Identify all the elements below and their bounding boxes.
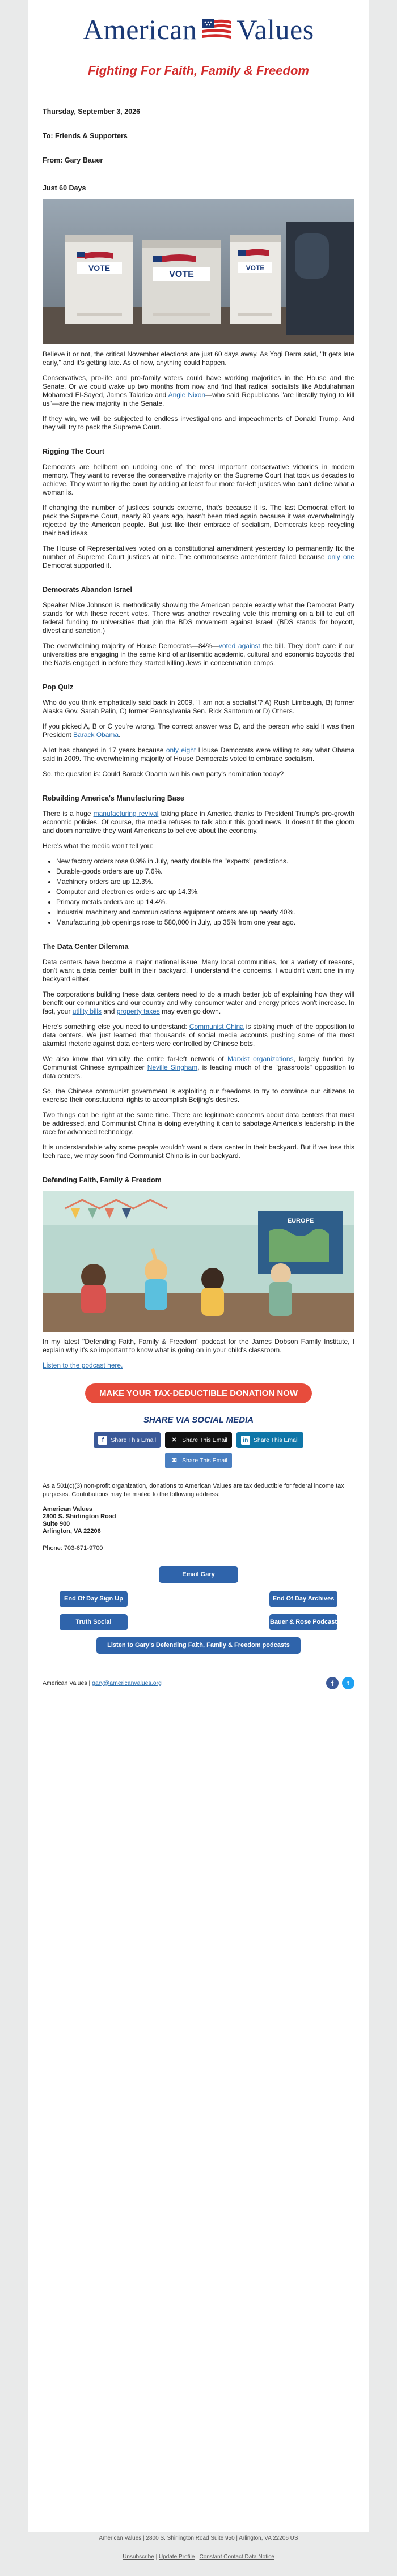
paragraph: So, the question is: Could Barack Obama win his own party's nomination today? [43, 770, 284, 778]
link-only-one[interactable]: only one [327, 553, 355, 561]
envelope-icon: ✉ [171, 1457, 177, 1464]
share-row [43, 1432, 354, 1448]
flag-icon [202, 19, 231, 40]
paragraph: So, the Chinese communist government is exploiting our freedoms to try to convince our citizens to exercise their constitutional rights to accomplish Beijing's desires. [43, 1087, 354, 1104]
booth-label: VOTE [169, 270, 194, 279]
paragraph: It is understandable why some people wouldn't want a data center in their backyard. But if we lose this tech race, we may soon find Communist China is in our backyard. [43, 1143, 354, 1160]
booth-label: VOTE [246, 264, 265, 272]
memo-to: To: Friends & Supporters [43, 132, 128, 140]
list-item: • New factory orders rose 0.9% in July, nearly double the "experts" predictions. [56, 857, 354, 866]
twitter-icon[interactable]: t [342, 1677, 354, 1689]
org-phone: Phone: 703-671-9700 [43, 1545, 103, 1552]
paragraph: The corporations building these data centers need to do a much better job of explaining how they will benefit our communities and our country and why consumer water and energy prices won't increase. In fact, your utility bills and property taxes may even go down. [43, 990, 354, 1015]
email-footer [0, 2535, 397, 2560]
paragraph: Who do you think emphatically said back in 2009, "I am not a socialist"? A) Rush Limbaugh, B) former Alaska Gov. Sarah Palin, C) former Pennsylvania Sen. Rick Santorum or D) Others. [43, 699, 354, 715]
logo [28, 0, 369, 59]
paragraph: Two things can be right at the same time. There are legitimate concerns about data centers that must be addressed, and Communist China is doing everything it can to sabotage America's leadership in the race for advanced technology. [43, 1111, 354, 1136]
section-defending-faith [43, 1176, 354, 1370]
share-title: SHARE VIA SOCIAL MEDIA [143, 1415, 254, 1425]
paragraph: Democrats are hellbent on undoing one of the most important conservative victories in modern memory. They want to reverse the conservative majority on the Supreme Court that took us decades to achieve. They want to rig the court by adding at least four more far-left justices who can't define what a woman is. [43, 463, 354, 496]
list-item: • Durable-goods orders are up 7.6%. [56, 867, 354, 876]
share-email-button[interactable] [165, 1453, 232, 1468]
section-manufacturing [43, 794, 354, 943]
signup-button[interactable]: End Of Day Sign Up [60, 1591, 128, 1607]
share-label: Share This Email [182, 1457, 227, 1464]
listen-podcasts-button[interactable]: Listen to Gary's Defending Faith, Family & Freedom podcasts [96, 1637, 301, 1654]
section-title: Just 60 Days [43, 184, 86, 192]
paragraph: Here's what the media won't tell you: [43, 842, 153, 850]
unsubscribe-link[interactable]: Unsubscribe [123, 2554, 154, 2560]
share-row-email [43, 1453, 354, 1468]
logo-word-left: American [83, 14, 197, 45]
paragraph: In my latest "Defending Faith, Family & Freedom" podcast for the James Dobson Family Institute, I explain why it's so important to know what is going on in your child's classroom. [43, 1338, 354, 1354]
org-addr1: 2800 S. Shirlington Road [43, 1513, 116, 1520]
mailing-address [43, 1506, 354, 1535]
tagline: Fighting For Faith, Family & Freedom [88, 63, 309, 78]
section-just-60-days [43, 184, 354, 432]
signoff: American Values | gary@americanvalues.org [43, 1679, 162, 1687]
share-label: Share This Email [253, 1436, 299, 1444]
org-name: American Values [43, 1506, 93, 1513]
section-title: The Data Center Dilemma [43, 943, 129, 951]
data-notice-link[interactable]: Constant Contact Data Notice [199, 2554, 274, 2560]
memo-date: Thursday, September 3, 2026 [43, 108, 141, 116]
x-icon: ✕ [171, 1436, 177, 1444]
section-title: Pop Quiz [43, 683, 74, 691]
share-facebook-button[interactable] [94, 1432, 161, 1448]
link-podcast[interactable]: Listen to the podcast here. [43, 1361, 123, 1369]
paragraph: Believe it or not, the critical November elections are just 60 days away. As Yogi Berra said, "It gets late early," and it's getting late. As of now, anything could happen. [43, 350, 354, 367]
paragraph: Conservatives, pro-life and pro-family voters could have working majorities in the House and the Senate. Or we could wake up two months from now and find that radical socialists like Abdulrahman Mohamed El-Sayed, James Talarico and Angie Nixon—who said Republicans "are literally trying to kill us"—are the new majority in the Senate. [43, 374, 354, 407]
paragraph [43, 1361, 354, 1370]
section-democrats-abandon-israel [43, 586, 354, 667]
content [28, 108, 369, 1695]
list-item: • Computer and electronics orders are up 14.3%. [56, 888, 354, 896]
paragraph: If changing the number of justices sounds extreme, that's because it is. The last Democrat effort to pack the Supreme Court, nearly 90 years ago, hasn't been tried again because it was overwhelmingly rejected by the American people. But just like their embrace of socialism, Democrats keep recycling their bad ideas. [43, 504, 354, 537]
truth-social-button[interactable]: Truth Social [60, 1614, 128, 1630]
section-data-center [43, 943, 354, 1160]
memo-header [43, 108, 354, 165]
share-linkedin-button[interactable] [236, 1432, 303, 1448]
paragraph: We also know that virtually the entire far-left network of Marxist organizations, largely funded by Communist Chinese sympathizer Neville Singham, is leading much of the "grassroots" opposition to data centers. [43, 1055, 354, 1080]
section-rigging-the-court [43, 448, 354, 570]
paragraph: A lot has changed in 17 years because only eight House Democrats were willing to say what Obama said in 2009. The overwhelming majority of House Democrats voted to embrace socialism. [43, 746, 354, 763]
link-neville-singham[interactable]: Neville Singham [147, 1063, 198, 1071]
org-addr2: Suite 900 [43, 1521, 70, 1527]
share-label: Share This Email [182, 1436, 227, 1444]
memo-from: From: Gary Bauer [43, 156, 103, 164]
voting-booth-photo [43, 199, 354, 344]
paragraph: Here's something else you need to understand: Communist China is stoking much of the opposition to data centers. We just learned that thousands of social media accounts pushing some of the most alarmist rhetoric against data centers were controlled by Chinese bots. [43, 1023, 355, 1048]
update-profile-link[interactable]: Update Profile [158, 2554, 195, 2560]
paragraph: Data centers have become a major national issue. Many local communities, for a variety of reasons, don't want a data center built in their backyard. I understand the concerns. I wouldn't want one in my backyard either. [43, 958, 354, 983]
classroom-photo [43, 1191, 354, 1332]
section-title: Democrats Abandon Israel [43, 586, 132, 594]
paragraph: Speaker Mike Johnson is methodically showing the American people exactly what the Democrat Party stands for with these recent votes. There was another revealing vote this morning on a bill to cut off federal funding to universities that join the BDS movement against Israel! (BDS stands for boycott, divest and sanction.) [43, 601, 354, 635]
share-label: Share This Email [111, 1436, 157, 1444]
link-only-eight[interactable]: only eight [166, 746, 196, 754]
paragraph: The overwhelming majority of House Democrats—84%—voted against the bill. They don't care if our universities are engaging in the same kind of antisemitic academic, cultural and economic boycotts that the Nazis engaged in before they started killing Jews in concentration camps. [43, 642, 354, 667]
link-voted-against[interactable]: voted against [218, 642, 260, 650]
booth-label: VOTE [88, 263, 111, 272]
list-item: • Industrial machinery and communications equipment orders are up nearly 40%. [56, 908, 354, 917]
logo-word-right: Values [236, 14, 314, 45]
link-utility-bills[interactable]: utility bills [72, 1007, 102, 1015]
org-addr3: Arlington, VA 22206 [43, 1528, 101, 1535]
link-property-taxes[interactable]: property taxes [116, 1007, 160, 1015]
email-gary-button[interactable]: Email Gary [159, 1566, 238, 1583]
board-label: EUROPE [287, 1217, 314, 1224]
share-x-button[interactable] [165, 1432, 232, 1448]
section-pop-quiz [43, 683, 354, 778]
podcast-button[interactable]: Bauer & Rose Podcast [269, 1614, 337, 1630]
paragraph: The House of Representatives voted on a constitutional amendment yesterday to permanently fix the number of Supreme Court justices at nine. The commonsense amendment failed because only one Democrat supported it. [43, 544, 355, 569]
list-item: • Manufacturing job openings rose to 580,000 in July, up 35% from one year ago. [56, 918, 354, 927]
linkedin-icon: in [241, 1436, 250, 1445]
paragraph: If they win, we will be subjected to endless investigations and impeachments of Donald Trump. And they will try to pack the Supreme Court. [43, 415, 354, 431]
paragraph: There is a huge manufacturing revival taking place in America thanks to President Trump's pro-growth economic policies. Of course, the media refuses to talk about this good news. It doesn't fit the gloom and doom narrative they want Americans to believe about the economy. [43, 810, 354, 834]
footer-address: American Values | 2800 S. Shirlington Road Suite 950 | Arlington, VA 22206 US [99, 2535, 298, 2541]
facebook-icon[interactable]: f [326, 1677, 339, 1689]
donate-button[interactable]: MAKE YOUR TAX-DEDUCTIBLE DONATION NOW [85, 1383, 312, 1403]
email-card [28, 0, 369, 2532]
link-barack-obama[interactable]: Barack Obama [73, 731, 119, 739]
facebook-icon: f [98, 1436, 107, 1445]
email-link[interactable]: gary@americanvalues.org [92, 1679, 162, 1687]
paragraph: If you picked A, B or C you're wrong. The correct answer was D, and the person who said it was then President Barack Obama. [43, 722, 354, 739]
section-title: Defending Faith, Family & Freedom [43, 1176, 162, 1184]
stats-list [43, 857, 354, 927]
list-item: • Primary metals orders are up 14.4%. [56, 898, 354, 906]
nonprofit-note: As a 501(c)(3) non-profit organization, donations to American Values are tax deductible for federal income tax purposes. Contributions may be mailed to the following address: [43, 1483, 344, 1498]
archives-button[interactable]: End Of Day Archives [269, 1591, 337, 1607]
link-communist-china[interactable]: Communist China [189, 1023, 244, 1031]
link-angie-nixon[interactable]: Angie Nixon [168, 391, 206, 399]
section-title: Rebuilding America's Manufacturing Base [43, 794, 184, 802]
section-title: Rigging The Court [43, 448, 105, 455]
list-item: • Machinery orders are up 12.3%. [56, 878, 354, 886]
footer-links: Unsubscribe | Update Profile | Constant Contact Data Notice [123, 2554, 274, 2560]
link-marxist-organizations[interactable]: Marxist organizations [227, 1055, 294, 1063]
link-manufacturing-revival[interactable]: manufacturing revival [93, 810, 159, 817]
